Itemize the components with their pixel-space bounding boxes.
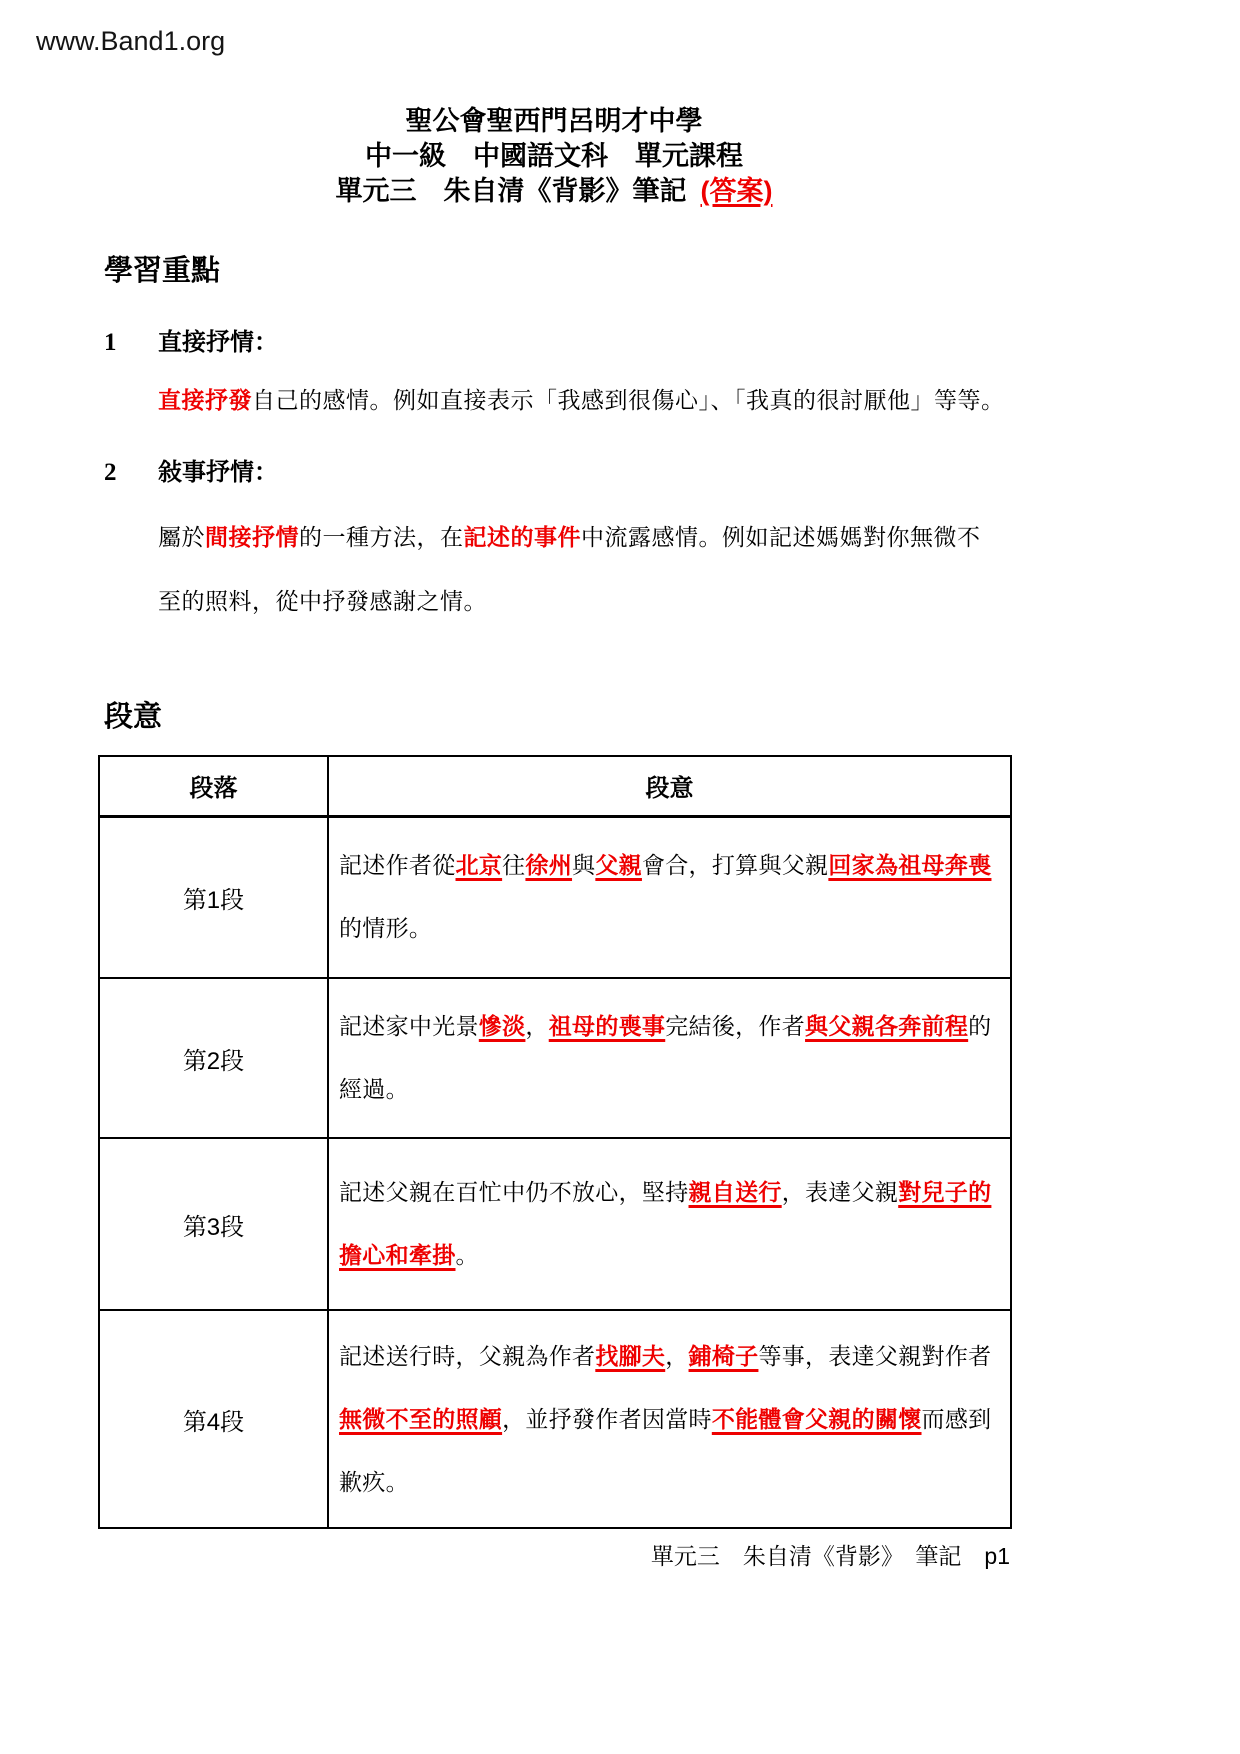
text-segment: 記述父親在百忙中仍不放心，堅持 xyxy=(339,1179,689,1205)
text-segment: ，表達父親 xyxy=(781,1179,899,1205)
item-2-number: 2 xyxy=(104,459,117,486)
summary-text xyxy=(328,978,1011,1138)
table-row xyxy=(99,1310,1011,1528)
text-segment: 的情形。 xyxy=(339,915,433,942)
text-segment: 往 xyxy=(502,852,526,879)
text-segment: 完結後，作者 xyxy=(665,1013,806,1039)
highlighted-phrase: 不能體會父親的關懷 xyxy=(711,1405,922,1432)
paragraph-label: 第4段 xyxy=(99,1310,328,1528)
table-row xyxy=(99,816,1011,978)
text-segment: 自己的感情。例如直接表示「我感到很傷心」、「我真的很討厭他」等等。 xyxy=(252,387,1005,413)
summary-text xyxy=(328,1138,1011,1310)
highlighted-phrase: 直接抒發 xyxy=(158,387,252,413)
unit-title-line xyxy=(98,174,1010,209)
table-row xyxy=(99,978,1011,1138)
column-header-summary: 段意 xyxy=(328,756,1011,816)
highlighted-phrase: 親自送行 xyxy=(688,1179,782,1205)
paragraph-label: 第1段 xyxy=(99,816,328,978)
unit-title-main: 單元三 朱自清《背影》筆記 xyxy=(335,176,687,206)
paragraph-summary-heading: 段意 xyxy=(104,701,163,733)
school-name: 聖公會聖西門呂明才中學 xyxy=(405,106,703,136)
column-header-paragraph: 段落 xyxy=(99,756,328,816)
item-2-heading xyxy=(104,452,278,487)
highlighted-phrase: 無微不至的照顧 xyxy=(339,1405,503,1432)
text-segment: 記述作者從 xyxy=(339,852,456,879)
item-2-body xyxy=(158,505,1003,633)
course-line: 中一級 中國語文科 單元課程 xyxy=(365,141,743,171)
item-1-number: 1 xyxy=(104,329,117,356)
highlighted-phrase: 記述的事件 xyxy=(463,524,581,550)
answer-tag: (答案) xyxy=(700,176,773,206)
item-1-label: 直接抒情： xyxy=(158,329,278,356)
text-segment: 中流露感情。例如記述媽媽對你無微不至的照料，從中抒發感謝之情。 xyxy=(158,524,981,614)
highlighted-phrase: 北京 xyxy=(455,852,503,879)
page-footer: 單元三 朱自清《背影》 筆記 p1 xyxy=(650,1543,1010,1569)
highlighted-phrase: 找腳夫 xyxy=(595,1342,666,1369)
highlighted-phrase: 回家為祖母奔喪 xyxy=(828,852,992,879)
title-block xyxy=(98,104,1010,209)
table-header-row xyxy=(99,756,1011,816)
highlighted-phrase: 慘淡 xyxy=(478,1013,526,1039)
text-segment: 的一種方法，在 xyxy=(299,524,464,550)
paragraph-label: 第2段 xyxy=(99,978,328,1138)
highlighted-phrase: 祖母的喪事 xyxy=(548,1013,666,1039)
text-segment: 而感到歉疚。 xyxy=(339,1405,992,1495)
paragraph-summary-table xyxy=(98,755,1012,1529)
text-segment: 。 xyxy=(455,1242,479,1268)
text-segment: 與 xyxy=(572,852,596,879)
text-segment: 屬於 xyxy=(158,524,205,550)
learning-points-heading: 學習重點 xyxy=(104,255,221,287)
text-segment: 記述送行時，父親為作者 xyxy=(339,1342,596,1369)
text-segment: 記述家中光景 xyxy=(339,1013,479,1039)
text-segment: ，並抒發作者因當時 xyxy=(502,1405,712,1432)
text-segment: ， xyxy=(665,1342,689,1369)
highlighted-phrase: 父親 xyxy=(595,852,642,879)
watermark: www.Band1.org xyxy=(36,26,226,56)
text-segment: ， xyxy=(525,1013,549,1039)
highlighted-phrase: 對兒子的擔心和牽掛 xyxy=(339,1179,992,1268)
item-2-label: 敍事抒情： xyxy=(158,459,278,486)
highlighted-phrase: 徐州 xyxy=(525,852,573,879)
paragraph-label: 第3段 xyxy=(99,1138,328,1310)
item-1-body xyxy=(158,383,1043,417)
summary-text xyxy=(328,816,1011,978)
highlighted-phrase: 間接抒情 xyxy=(205,524,299,550)
text-segment: 的經過。 xyxy=(339,1013,992,1102)
text-segment: 會合，打算與父親 xyxy=(641,852,829,879)
text-segment: 等事，表達父親對作者 xyxy=(758,1342,992,1369)
highlighted-phrase: 鋪椅子 xyxy=(688,1342,759,1369)
table-row xyxy=(99,1138,1011,1310)
summary-text xyxy=(328,1310,1011,1528)
item-1-heading xyxy=(104,322,278,357)
highlighted-phrase: 與父親各奔前程 xyxy=(805,1013,969,1039)
